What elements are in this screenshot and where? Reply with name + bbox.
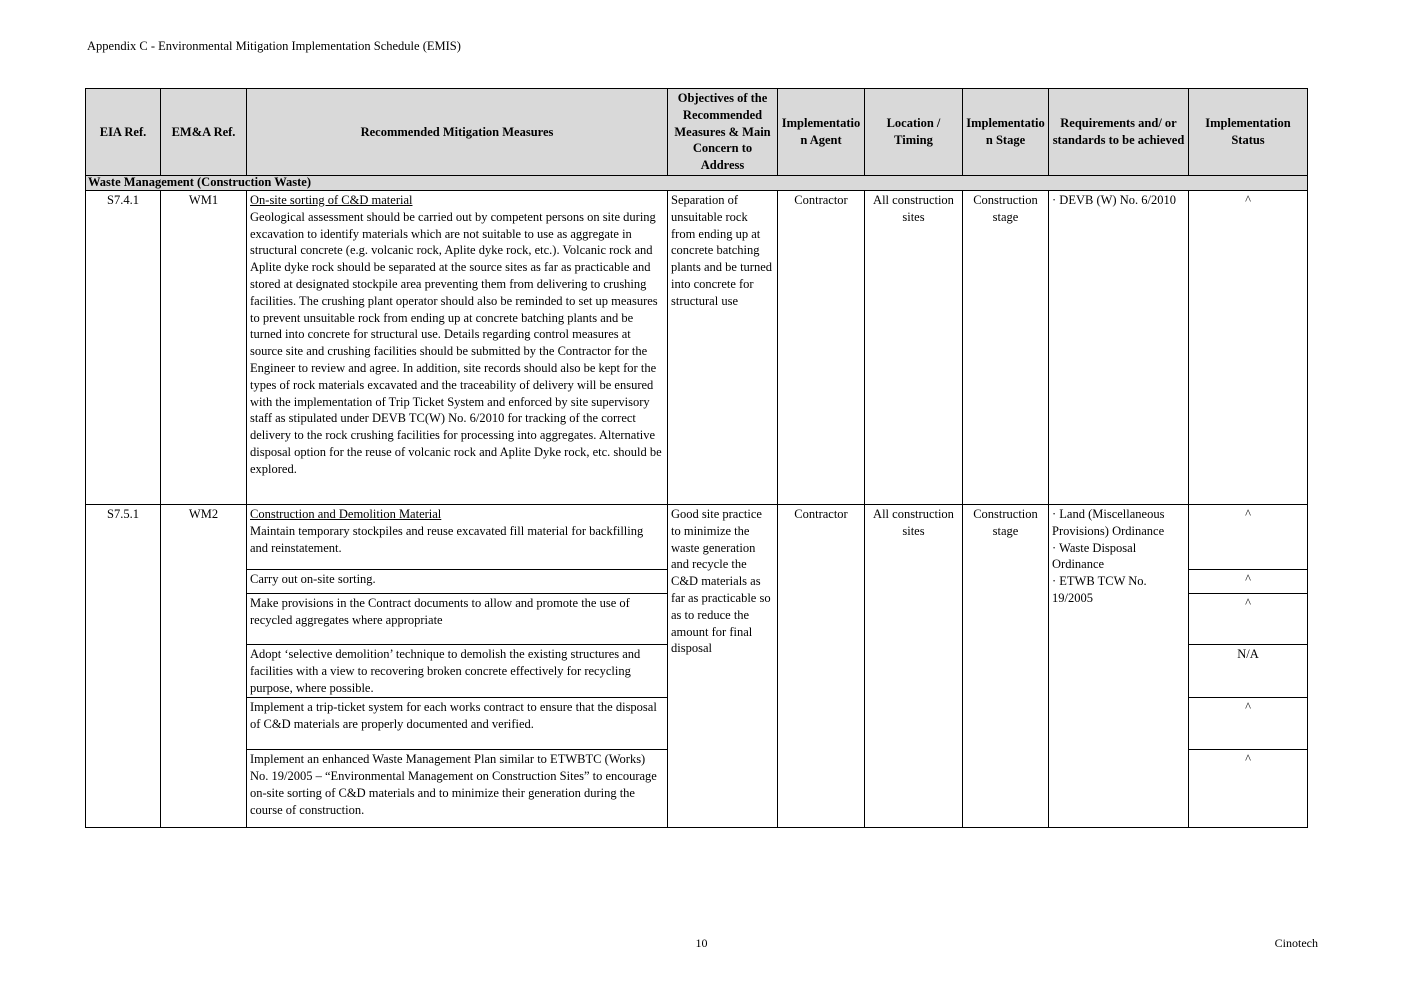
cell-implementation-status: ^ [1189,698,1308,750]
measure-body: Make provisions in the Contract documents to allow and promote the use of recycled aggregates where appropriate [250,595,630,627]
measure-body: Implement an enhanced Waste Management Plan similar to ETWBTC (Works) No. 19/2005 – “Environmental Management on Construction Sites” to encourage on-site sorting of C&D materials and to minimize their generation during the course of construction. [250,752,657,817]
cell-implementation-status: ^ [1189,593,1308,644]
measure-title: Construction and Demolition Material [250,506,442,521]
cell-implementation-status: ^ [1189,190,1308,504]
cell-implementation-status: ^ [1189,750,1308,828]
cell-mitigation-measure [247,644,668,697]
col-header-implementation-agent: Implementation Agent [778,89,865,176]
cell-mitigation-measure [247,750,668,828]
cell-mitigation-measure [247,569,668,593]
measure-body: Implement a trip-ticket system for each works contract to ensure that the disposal of C&D materials are properly documented and verified. [250,700,657,732]
emis-table [85,88,1308,828]
table-row-wm2-sub1 [86,504,1308,569]
col-header-ema-ref: EM&A Ref. [161,89,247,176]
cell-implementation-status: N/A [1189,644,1308,697]
requirement-item: · Land (Miscellaneous Provisions) Ordinance [1052,506,1165,538]
col-header-eia-ref: EIA Ref. [86,89,161,176]
cell-objectives: Good site practice to minimize the waste generation and recycle the C&D materials as far as practicable so as to reduce the amount for final disposal [668,504,778,827]
requirement-item: · ETWB TCW No. 19/2005 [1052,574,1147,605]
page-number: 10 [695,936,708,950]
table-row-wm1 [86,190,1308,504]
col-header-objectives: Objectives of the Recommended Measures & Main Concern to Address [668,89,778,176]
cell-requirements [1049,190,1189,504]
cell-ema-ref: WM1 [161,190,247,504]
cell-implementation-status: ^ [1189,504,1308,569]
cell-implementation-stage: Construction stage [963,504,1049,827]
cell-mitigation-measure [247,190,668,504]
cell-mitigation-measure [247,593,668,644]
col-header-mitigation-measures: Recommended Mitigation Measures [247,89,668,176]
cell-location-timing: All construction sites [865,504,963,827]
cell-implementation-status: ^ [1189,569,1308,593]
cell-objectives: Separation of unsuitable rock from ending up at concrete batching plants and be turned into concrete for structural use [668,190,778,504]
measure-body: Carry out on-site sorting. [250,571,376,586]
cell-requirements [1049,504,1189,827]
table-header-row [86,89,1308,176]
cell-eia-ref: S7.4.1 [86,190,161,504]
col-header-implementation-status: Implementation Status [1189,89,1308,176]
col-header-requirements: Requirements and/ or standards to be achieved [1049,89,1189,176]
measure-title: On-site sorting of C&D material [250,192,413,207]
requirement-item: · Waste Disposal Ordinance [1052,540,1137,572]
cell-location-timing: All construction sites [865,190,963,504]
cell-ema-ref: WM2 [161,504,247,827]
section-row [86,175,1308,190]
document-title: Appendix C - Environmental Mitigation Implementation Schedule (EMIS) [87,39,461,53]
cell-implementation-agent: Contractor [778,504,865,827]
cell-implementation-stage: Construction stage [963,190,1049,504]
col-header-implementation-stage: Implementation Stage [963,89,1049,176]
measure-body: Maintain temporary stockpiles and reuse excavated fill material for backfilling and reinstatement. [250,523,644,555]
section-title: Waste Management (Construction Waste) [86,175,1308,190]
cell-eia-ref: S7.5.1 [86,504,161,827]
col-header-location-timing: Location / Timing [865,89,963,176]
measure-body: Adopt ‘selective demolition’ technique to demolish the existing structures and facilities with a view to recovering broken concrete effectively for recycling purpose, where possible. [250,646,641,695]
requirement-item: · DEVB (W) No. 6/2010 [1052,192,1176,207]
measure-body: Geological assessment should be carried out by competent persons on site during excavation to identify materials which are not suitable to use as aggregate in structural concrete (e.g. volcanic rock, Aplite dyke rock, etc.). Volcanic rock and Aplite dyke rock should be separated at the source sites as far as practicable and stored at designated stockpile area preventing them from delivering to crushing facilities. The crushing plant operator should also be reminded to set up measures to prevent unsuitable rock from ending up at concrete batching plants and be turned into concrete for structural use. Details regarding control measures at source site and crushing facilities should be submitted by the Contractor for the Engineer to review and agree. In addition, site records should also be kept for the types of rock materials excavated and the traceability of delivery will be ensured with the implementation of Trip Ticket System and enforced by site supervisory staff as stipulated under DEVB TC(W) No. 6/2010 for tracking of the correct delivery to the rock crushing facilities for processing into aggregates. Alternative disposal option for the reuse of volcanic rock and Aplite Dyke rock, etc. should be explored. [250,209,662,476]
cell-implementation-agent: Contractor [778,190,865,504]
cell-mitigation-measure [247,504,668,569]
cell-mitigation-measure [247,698,668,750]
company-name: Cinotech [1274,936,1318,950]
